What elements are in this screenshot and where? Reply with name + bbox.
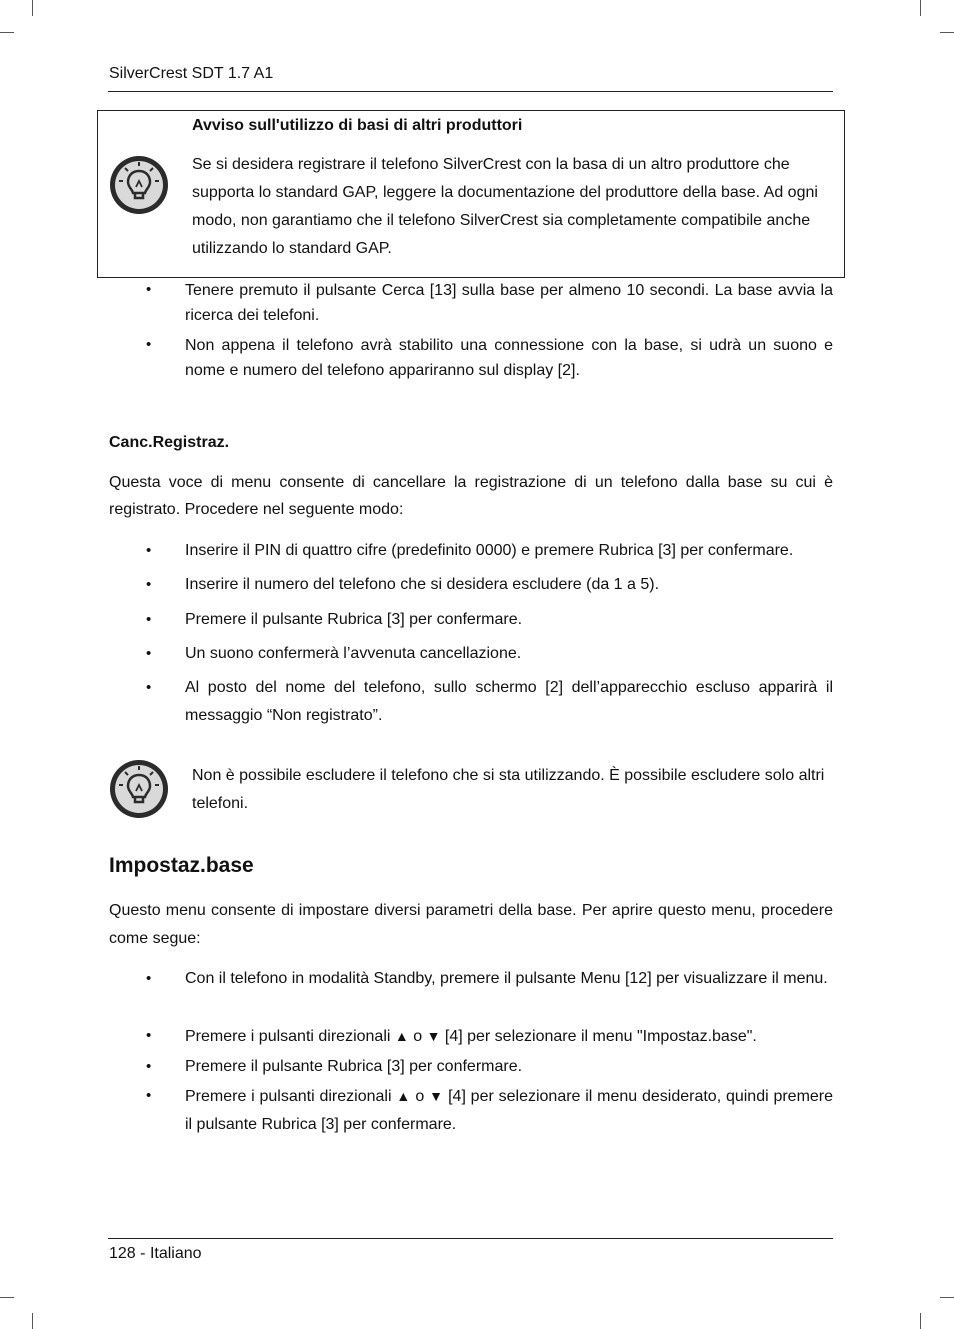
up-arrow-icon: ▲	[396, 1088, 411, 1104]
text-fragment: o	[415, 1088, 425, 1105]
list-item-text: Un suono confermerà l’avvenuta cancellazione.	[185, 645, 522, 662]
header-rule	[108, 91, 833, 92]
lightbulb-icon	[108, 154, 170, 216]
section-intro: Questo menu consente di impostare diversi parametri della base. Per aprire questo menu, procedere come segue:	[109, 902, 833, 947]
crop-mark	[0, 1297, 14, 1298]
down-arrow-icon: ▼	[426, 1028, 441, 1044]
bullet-dot: •	[146, 611, 152, 628]
crop-mark	[920, 0, 921, 16]
text-fragment: Premere i pulsanti direzionali	[185, 1028, 391, 1045]
list-item-text: Premere il pulsante Rubrica [3] per confermare.	[185, 611, 523, 628]
list-item-text: Con il telefono in modalità Standby, premere il pulsante Menu [12] per visualizzare il menu.	[185, 970, 828, 987]
list-item-text: Tenere premuto il pulsante Cerca [13] sulla base per almeno 10 secondi. La base avvia la ricerca dei telefoni.	[185, 282, 833, 324]
list-item-text: Inserire il PIN di quattro cifre (predefinito 0000) e premere Rubrica [3] per confermare.	[185, 542, 794, 559]
running-header: SilverCrest SDT 1.7 A1	[109, 65, 274, 82]
crop-mark	[0, 32, 14, 33]
bullet-dot: •	[146, 645, 152, 662]
text-fragment: [4] per selezionare il menu "Impostaz.base".	[444, 1028, 757, 1045]
bullet-dot: •	[146, 970, 152, 987]
list-item-text: Al posto del nome del telefono, sullo schermo [2] dell’apparecchio escluso apparirà il messaggio “Non registrato”.	[185, 679, 833, 724]
bullet-dot: •	[146, 1058, 152, 1075]
crop-mark	[32, 0, 33, 16]
up-arrow-icon: ▲	[394, 1028, 409, 1044]
crop-mark	[940, 1297, 954, 1298]
footer-separator: -	[140, 1245, 146, 1262]
section-intro: Questa voce di menu consente di cancellare la registrazione di un telefono dalla base su cui è registrato. Procedere nel seguente modo:	[109, 474, 833, 518]
bullet-dot: •	[146, 1087, 152, 1104]
note-body: Se si desidera registrare il telefono SilverCrest con la basa di un altro produttore che supporta lo standard GAP, leggere la documentazione del produttore della base. Ad ogni modo, non garantiamo che il telefono SilverCrest sia completamente compatibile anche utilizzando lo standard GAP.	[192, 156, 818, 257]
section-heading: Impostaz.base	[109, 854, 254, 877]
text-fragment: o	[413, 1028, 423, 1045]
list-item-text: Non appena il telefono avrà stabilito una connessione con la base, si udrà un suono e nome e numero del telefono appariranno sul display [2].	[185, 337, 833, 379]
bullet-dot: •	[146, 1027, 152, 1044]
crop-mark	[32, 1313, 33, 1329]
section-heading: Canc.Registraz.	[109, 434, 230, 451]
page-number: 128	[109, 1245, 136, 1262]
bullet-dot: •	[146, 576, 152, 593]
bullet-dot: •	[146, 542, 152, 559]
list-item-text	[185, 1082, 833, 1139]
page-footer	[109, 1242, 202, 1266]
footer-language: Italiano	[149, 1245, 202, 1262]
note-title: Avviso sull'utilizzo di basi di altri produttori	[192, 117, 523, 134]
bullet-dot: •	[146, 281, 152, 298]
down-arrow-icon: ▼	[429, 1088, 444, 1104]
list-item-text: Premere il pulsante Rubrica [3] per confermare.	[185, 1058, 523, 1075]
list-item-text: Inserire il numero del telefono che si desidera escludere (da 1 a 5).	[185, 576, 660, 593]
text-fragment: Premere i pulsanti direzionali	[185, 1088, 392, 1105]
bullet-dot: •	[146, 336, 152, 353]
bullet-dot: •	[146, 679, 152, 696]
crop-mark	[940, 32, 954, 33]
lightbulb-icon	[108, 758, 170, 820]
list-item-text	[185, 1022, 833, 1051]
crop-mark	[920, 1313, 921, 1329]
footer-rule	[108, 1238, 833, 1239]
text-fragment: [4] per selezionare il menu desiderato, quindi premere il pulsante Rubrica [3] per confermare.	[185, 1088, 834, 1133]
note-body: Non è possibile escludere il telefono che si sta utilizzando. È possibile escludere solo altri telefoni.	[192, 767, 825, 812]
